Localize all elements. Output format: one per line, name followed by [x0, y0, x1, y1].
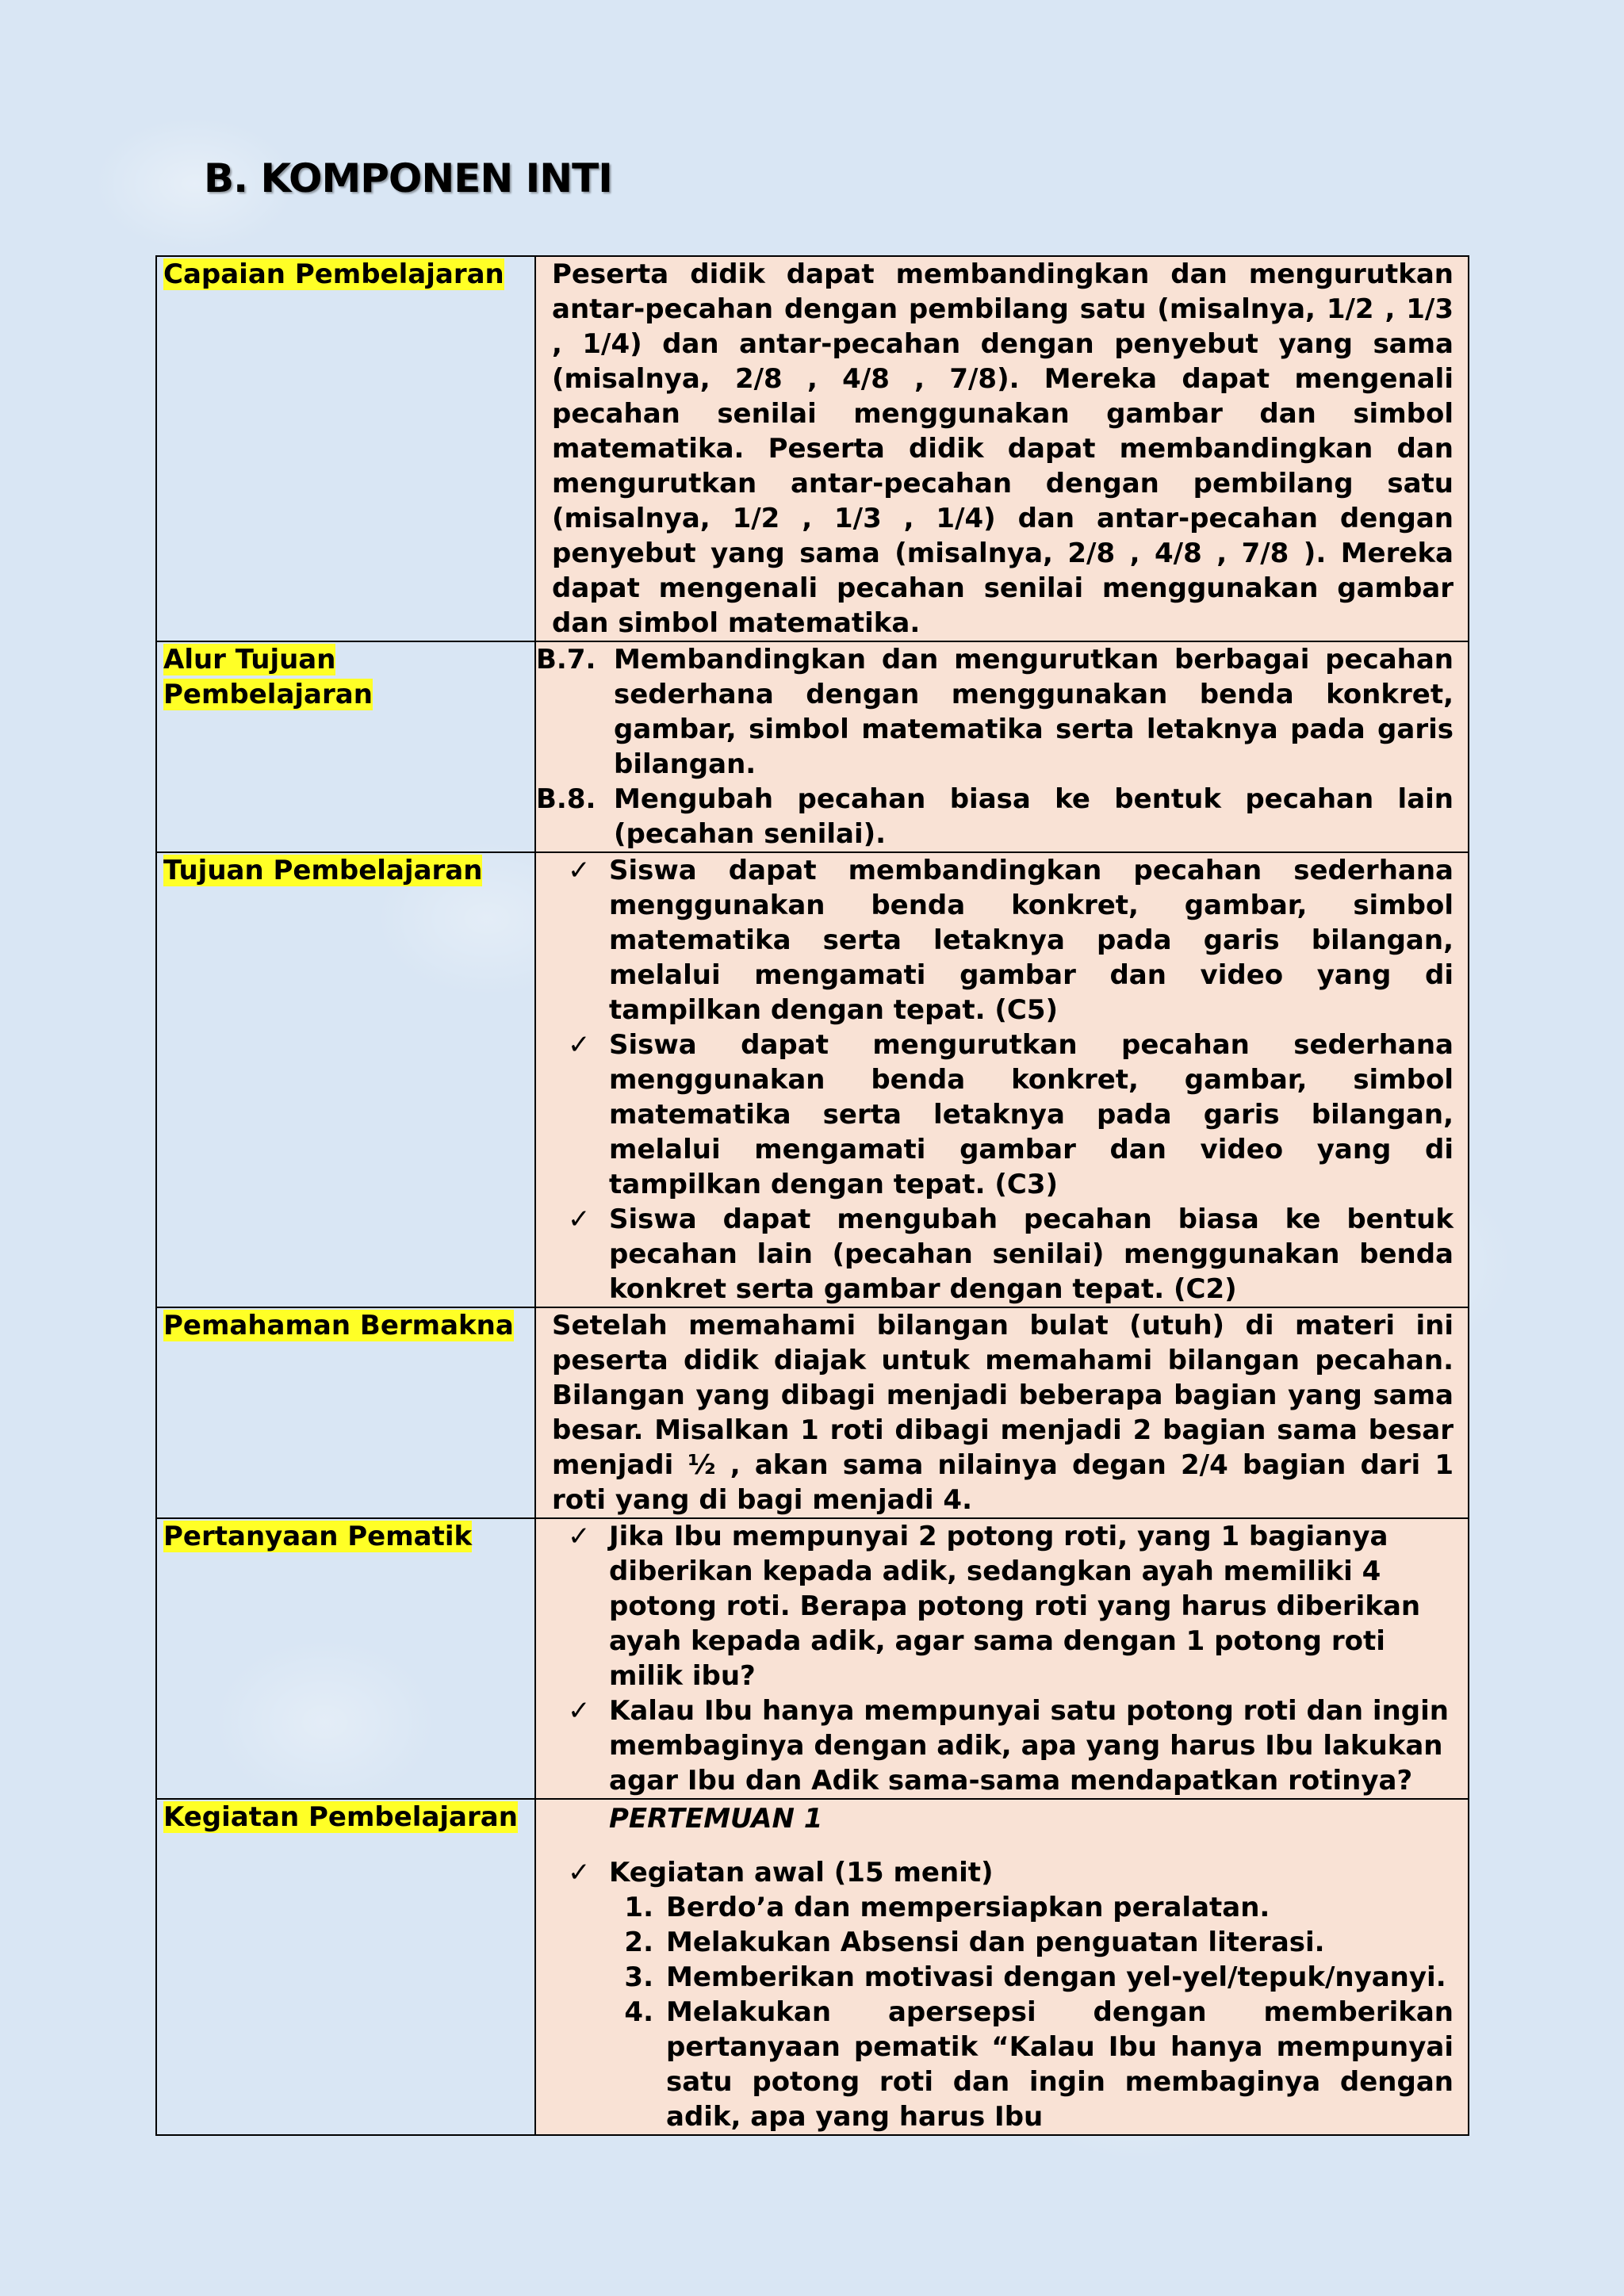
item-text: Mengubah pecahan biasa ke bentuk pecahan lain (pecahan senilai). [614, 783, 1454, 850]
meeting-title: PERTEMUAN 1 [609, 1803, 823, 1835]
content-cell [535, 1799, 1469, 2135]
check-icon: ✓ [568, 1203, 591, 1235]
row-label: Kegiatan Pembelajaran [163, 1801, 518, 1833]
step-number: 3. [624, 1961, 653, 1993]
content-cell [535, 1307, 1469, 1518]
step-number: 2. [624, 1927, 653, 1958]
row-pertanyaan [156, 1518, 1469, 1799]
content-cell [535, 1518, 1469, 1799]
check-icon: ✓ [568, 1521, 591, 1552]
item-text: Membandingkan dan mengurutkan berbagai pecahan sederhana dengan menggunakan benda konkret, gambar, simbol matematika serta letaknya pada garis bilangan. [614, 644, 1454, 780]
label-cell [156, 1799, 535, 2135]
label-cell [156, 1307, 535, 1518]
step-text: Berdo’a dan mempersiapkan peralatan. [666, 1892, 1270, 1923]
list-item [536, 782, 1454, 851]
step-text: Melakukan apersepsi dengan memberikan pertanyaan pematik “Kalau Ibu hanya mempunyai satu potong roti dan ingin membaginya dengan adik, apa yang harus Ibu [666, 1996, 1454, 2133]
content-cell [535, 852, 1469, 1307]
step-text: Memberikan motivasi dengan yel-yel/tepuk/nyanyi. [666, 1961, 1446, 1993]
list-item [568, 1202, 1454, 1307]
row-label: Capaian Pembelajaran [163, 258, 504, 290]
list-item [609, 1890, 1454, 1925]
label-cell [156, 1518, 535, 1799]
item-number: B.7. [536, 644, 596, 675]
pemahaman-text: Setelah memahami bilangan bulat (utuh) di materi ini peserta didik diajak untuk memahami bilangan pecahan. Bilangan yang dibagi menjadi beberapa bagian yang sama besar. Misalkan 1 roti dibagi menjadi 2 bagian sama besar menjadi ½ , akan sama nilainya degan 2/4 bagian dari 1 roti yang di bagi menjadi 4. [552, 1310, 1454, 1516]
komponen-inti-table [155, 255, 1469, 2136]
row-pemahaman [156, 1307, 1469, 1518]
label-cell [156, 256, 535, 641]
content-cell [535, 641, 1469, 852]
row-label: Tujuan Pembelajaran [163, 855, 483, 886]
list-item [609, 1960, 1454, 1995]
step-text: Melakukan Absensi dan penguatan literasi. [666, 1927, 1325, 1958]
item-text: Siswa dapat mengubah pecahan biasa ke bentuk pecahan lain (pecahan senilai) menggunakan benda konkret serta gambar dengan tepat. (C2) [609, 1203, 1454, 1305]
phase-text: Kegiatan awal (15 menit) [609, 1857, 994, 1888]
list-item [609, 1925, 1454, 1960]
row-capaian [156, 256, 1469, 641]
item-text: Kalau Ibu hanya mempunyai satu potong roti dan ingin membaginya dengan adik, apa yang harus Ibu lakukan agar Ibu dan Adik sama-sama mendapatkan rotinya? [609, 1695, 1449, 1797]
item-text: Jika Ibu mempunyai 2 potong roti, yang 1 bagianya diberikan kepada adik, sedangkan ayah memiliki 4 potong roti. Berapa potong roti yang harus diberikan ayah kepada adik, agar sama dengan 1 potong roti milik ibu? [609, 1521, 1421, 1692]
row-kegiatan [156, 1799, 1469, 2135]
row-label: Pemahaman Bermakna [163, 1310, 514, 1341]
label-cell [156, 641, 535, 852]
item-text: Siswa dapat membandingkan pecahan sederhana menggunakan benda konkret, gambar, simbol matematika serta letaknya pada garis bilangan, melalui mengamati gambar dan video yang di tampilkan dengan tepat. (C5) [609, 855, 1454, 1026]
step-number: 4. [624, 1996, 653, 2028]
item-number: B.8. [536, 783, 596, 815]
check-icon: ✓ [568, 1029, 591, 1061]
check-icon: ✓ [568, 855, 591, 886]
row-alur [156, 641, 1469, 852]
check-icon: ✓ [568, 1857, 591, 1888]
item-text: Siswa dapat mengurutkan pecahan sederhana menggunakan benda konkret, gambar, simbol matematika serta letaknya pada garis bilangan, melalui mengamati gambar dan video yang di tampilkan dengan tepat. (C3) [609, 1029, 1454, 1200]
list-item [568, 853, 1454, 1027]
section-heading: B. KOMPONEN INTI [204, 155, 612, 201]
row-label: Alur Tujuan Pembelajaran [163, 644, 373, 710]
content-cell [535, 256, 1469, 641]
list-item [568, 1693, 1454, 1798]
list-item [568, 1519, 1454, 1693]
row-tujuan [156, 852, 1469, 1307]
list-item [568, 1027, 1454, 1202]
capaian-text: Peserta didik dapat membandingkan dan mengurutkan antar-pecahan dengan pembilang satu (misalnya, 1/2 , 1/3 , 1/4) dan antar-pecahan dengan penyebut yang sama (misalnya, 2/8 , 4/8 , 7/8). Mereka dapat mengenali pecahan senilai menggunakan gambar dan simbol matematika. Peserta didik dapat membandingkan dan mengurutkan antar-pecahan dengan pembilang satu (misalnya, 1/2 , 1/3 , 1/4) dan antar-pecahan dengan penyebut yang sama (misalnya, 2/8 , 4/8 , 7/8 ). Mereka dapat mengenali pecahan senilai menggunakan gambar dan simbol matematika. [552, 258, 1454, 639]
steps-list [552, 1890, 1454, 2134]
step-number: 1. [624, 1892, 653, 1923]
row-label: Pertanyaan Pematik [163, 1521, 473, 1552]
list-item [609, 1995, 1454, 2134]
check-icon: ✓ [568, 1695, 591, 1727]
list-item [536, 642, 1454, 782]
label-cell [156, 852, 535, 1307]
phase-heading [568, 1855, 1454, 1890]
